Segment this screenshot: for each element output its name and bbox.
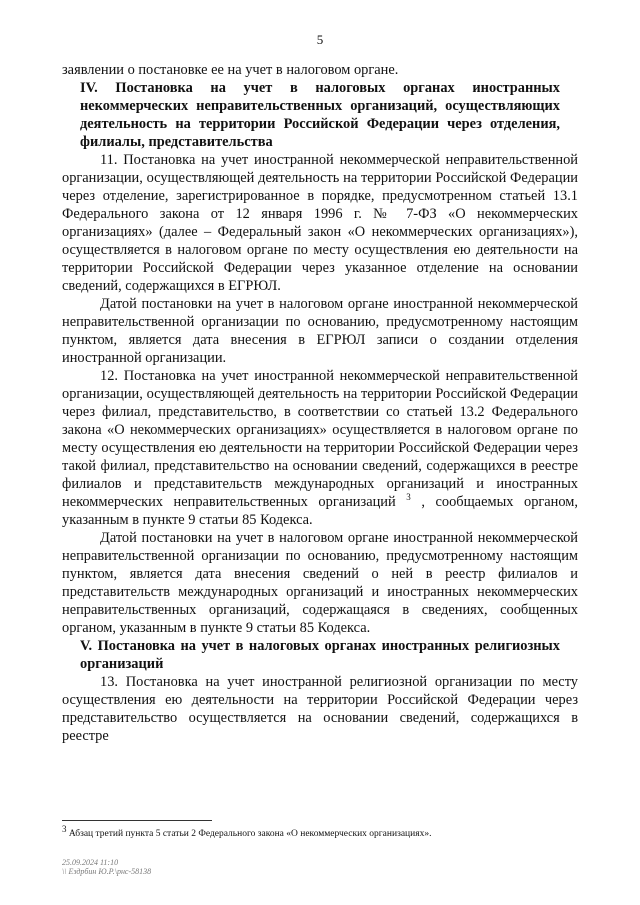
paragraph-12-tail: , сообщаемых органом, указанным в пункте 9 статьи 85 Кодекса. bbox=[62, 494, 579, 528]
footnote-text: Абзац третий пункта 5 статьи 2 Федерального закона «О некоммерческих организациях». bbox=[68, 829, 432, 839]
stamp-code: \\ Ездрбин Ю.Р.\рнс-58138 bbox=[62, 867, 152, 876]
paragraph-12-text: 12. Постановка на учет иностранной некоммерческой неправительственной организации, осуществляющей деятельность на территории Российской Федерации через филиал, представительство, в соответствии со статьей 13.2 Федерального закона «О некоммерческих организациях» осуществляется в налоговом органе по месту осуществления ею деятельности на территории Российской Федерации через такой филиал, представительство на основании сведений, содержащихся в реестре филиалов и представительств международных организаций и иностранных некоммерческих неправительственных организаций bbox=[62, 368, 578, 510]
document-stamp bbox=[62, 858, 151, 876]
paragraph-12-date: Датой постановки на учет в налоговом органе иностранной некоммерческой неправительственной организации по основанию, предусмотренному настоящим пунктом, является дата внесения сведений о ней в реестр филиалов и представительств международных организаций и иностранных некоммерческих неправительственных организаций, содержащаяся в сведениях, сообщенных органом, указанным в пункте 9 статьи 85 Кодекса. bbox=[62, 530, 578, 636]
page-number: 5 bbox=[316, 32, 324, 47]
footnote-divider bbox=[62, 820, 212, 821]
document-body bbox=[62, 61, 578, 745]
stamp-date: 25.09.2024 11:10 bbox=[62, 858, 119, 867]
paragraph-11: 11. Постановка на учет иностранной некоммерческой неправительственной организации, осуществляющей деятельность на территории Российской Федерации через отделение, зарегистрированное в порядке, предусмотренном статьей 13.1 Федерального закона от 12 января 1996 г. № 7-ФЗ «О некоммерческих организациях» (далее – Федеральный закон «О некоммерческих организациях»), осуществляется в налоговом органе по месту осуществления ею деятельности на территории Российской Федерации через указанное отделение на основании сведений, содержащихся в ЕГРЮЛ. bbox=[62, 152, 578, 294]
lead-line: заявлении о постановке ее на учет в налоговом органе. bbox=[62, 62, 399, 78]
footnote bbox=[62, 823, 578, 840]
section-iv-heading: IV. Постановка на учет в налоговых органах иностранных некоммерческих неправительственных организаций, осуществляющих деятельность на территории Российской Федерации через отделения, филиалы, представительства bbox=[80, 80, 560, 150]
paragraph-11-date: Датой постановки на учет в налоговом органе иностранной некоммерческой неправительственной организации по основанию, предусмотренному настоящим пунктом, является дата внесения в ЕГРЮЛ записи о создании отделения иностранной организации. bbox=[62, 296, 578, 366]
paragraph-13: 13. Постановка на учет иностранной религиозной организации по месту осуществления ею деятельности на территории Российской Федерации через представительство осуществляется на основании сведений, содержащихся в реестре bbox=[62, 674, 578, 744]
paragraph-12 bbox=[62, 367, 578, 529]
section-v-heading: V. Постановка на учет в налоговых органах иностранных религиозных организаций bbox=[80, 638, 560, 672]
footnote-marker: 3 bbox=[62, 823, 67, 834]
footnote-reference[interactable]: 3 bbox=[406, 492, 411, 503]
